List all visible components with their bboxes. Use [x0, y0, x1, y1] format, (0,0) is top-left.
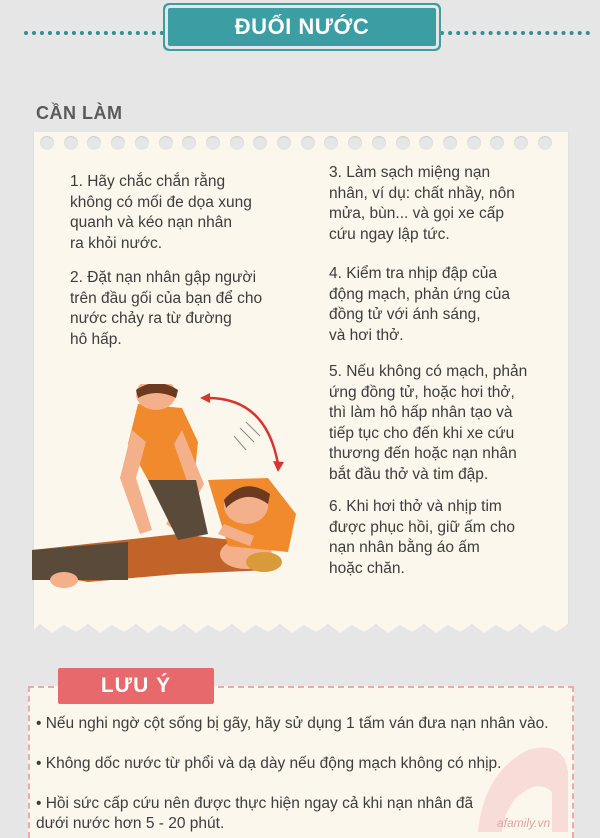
- header-divider-left: [24, 31, 164, 35]
- binder-hole: [159, 136, 173, 150]
- torn-edge: [34, 620, 568, 636]
- cpr-illustration: [28, 384, 300, 594]
- note-title: LƯU Ý: [100, 674, 172, 697]
- note-tag: [58, 668, 214, 704]
- binder-hole: [87, 136, 101, 150]
- binder-hole: [230, 136, 244, 150]
- binder-holes: [40, 136, 560, 152]
- binder-hole: [538, 136, 552, 150]
- binder-hole: [182, 136, 196, 150]
- header-divider-right: [440, 31, 590, 35]
- binder-hole: [64, 136, 78, 150]
- step-1: 1. Hãy chắc chắn rằng không có mối đe dọa xung quanh và kéo nạn nhân ra khỏi nước.: [70, 173, 252, 252]
- binder-hole: [206, 136, 220, 150]
- note-item: • Hồi sức cấp cứu nên được thực hiện ngay cả khi nạn nhân đã dưới nước hơn 5 - 20 phút.: [36, 795, 474, 832]
- step-4: 4. Kiểm tra nhịp đập của động mạch, phản ứng của đồng tử với ánh sáng, và hơi thở.: [329, 265, 511, 344]
- step-6: 6. Khi hơi thở và nhịp tim được phục hồi, giữ ấm cho nạn nhân bằng áo ấm hoặc chăn.: [329, 498, 516, 577]
- step-2: 2. Đặt nạn nhân gập người trên đầu gối của bạn để cho nước chảy ra từ đường hô hấp.: [70, 269, 263, 348]
- binder-hole: [443, 136, 457, 150]
- step-3: 3. Làm sạch miệng nạn nhân, ví dụ: chất nhầy, nôn mửa, bùn... và gọi xe cấp cứu ngay lập tức.: [329, 164, 515, 243]
- binder-hole: [490, 136, 504, 150]
- binder-hole: [348, 136, 362, 150]
- binder-hole: [253, 136, 267, 150]
- binder-hole: [111, 136, 125, 150]
- binder-hole: [514, 136, 528, 150]
- note-item: • Nếu nghi ngờ cột sống bị gãy, hãy sử dụng 1 tấm ván đưa nạn nhân vào.: [36, 715, 549, 732]
- section-label: CẦN LÀM: [36, 103, 123, 123]
- watermark-text: afamily.vn: [497, 816, 551, 830]
- binder-hole: [396, 136, 410, 150]
- page-title: ĐUỐI NƯỚC: [234, 14, 370, 39]
- binder-hole: [40, 136, 54, 150]
- binder-hole: [467, 136, 481, 150]
- binder-hole: [277, 136, 291, 150]
- binder-hole: [135, 136, 149, 150]
- binder-hole: [301, 136, 315, 150]
- binder-hole: [419, 136, 433, 150]
- note-item: • Không dốc nước từ phổi và dạ dày nếu động mạch không có nhịp.: [36, 755, 502, 772]
- binder-hole: [324, 136, 338, 150]
- binder-hole: [372, 136, 386, 150]
- title-banner: [168, 8, 436, 46]
- step-5: 5. Nếu không có mạch, phản ứng đồng tử, hoặc hơi thở, thì làm hô hấp nhân tạo và tiếp tục cho đến khi xe cứu thương đến hoặc nạn nhân bắt đầu thở và tim đập.: [329, 363, 528, 483]
